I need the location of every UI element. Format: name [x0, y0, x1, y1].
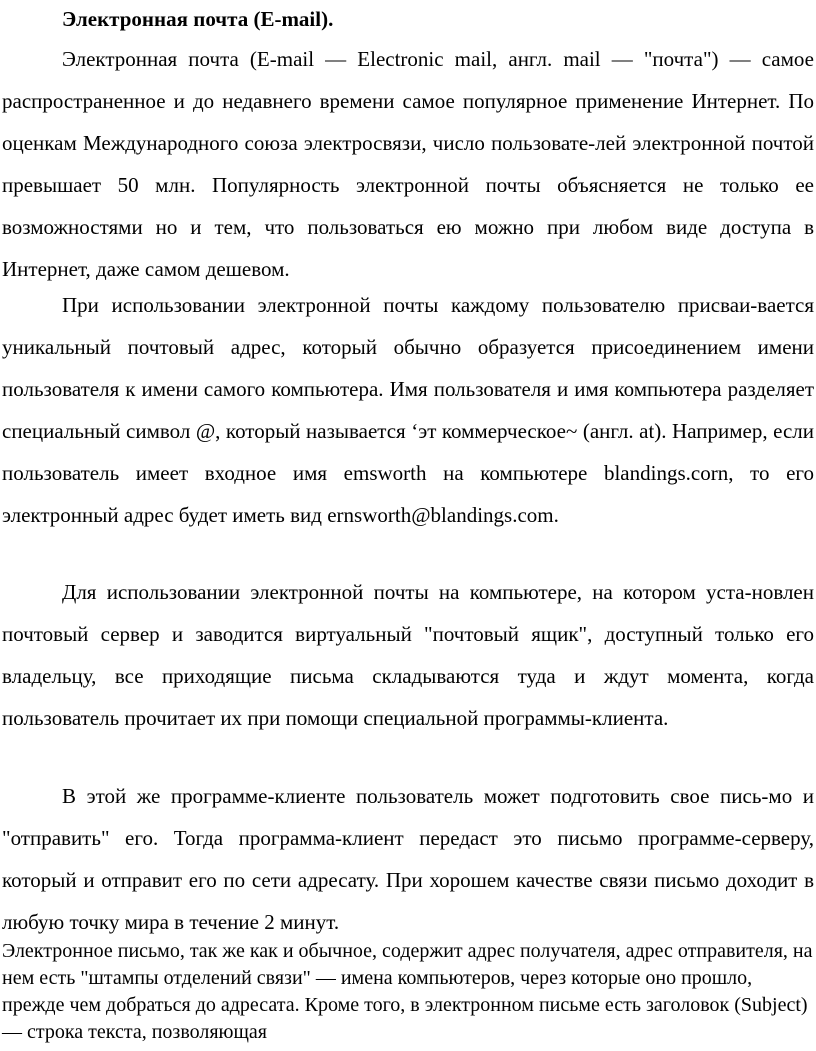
paragraph-email-address: При использовании электронной почты каждому пользователю присваи-вается уникальный почтовый адрес, который обычно образуется присоединением имени пользователя к имени самого компьютера. Имя пользователя и имя компьютера разделяет специальный символ @, который называется ‘эт коммерческое~ (англ. at). Например, если пользователь имеет входное имя emsworth на компьютере blandings.corn, то его электронный адрес будет иметь вид ernsworth@blandings.com. [2, 293, 814, 527]
document-heading: Электронная почта (E-mail). [62, 7, 334, 31]
paragraph-email-intro: Электронная почта (E-mail — Electronic mail, англ. mail — "почта") — самое распространенное и до недавнего времени самое популярное применение Интернет. По оценкам Международного союза электросвязи, число пользовате-лей электронной почтой превышает 50 млн. Популярность электронной почты объясняется не только ее возможностями но и тем, что пользоваться ею можно при любом виде доступа в Интернет, даже самом дешевом. [2, 47, 814, 281]
paragraph-mailbox: Для использовании электронной почты на компьютере, на котором уста-новлен почтовый сервер и заводится виртуальный "почтовый ящик", доступный только его владельцу, все приходящие письма складываются туда и ждут момента, когда пользователь прочитает их при помощи специальной программы-клиента. [2, 580, 814, 730]
paragraph-sending: В этой же программе-клиенте пользователь может подготовить свое пись-мо и "отправить" его. Тогда программа-клиент передаст это письмо программе-серверу, который и отправит его по сети адресату. При хорошем качестве связи письмо доходит в любую точку мира в течение 2 минут. [2, 784, 814, 934]
paragraph-letter-structure: Электронное письмо, так же как и обычное, содержит адрес получателя, адрес отправителя, на нем есть "штампы отделений связи" — имена компьютеров, через которые оно прошло, прежде чем добраться до адресата. Кроме того, в электронном письме есть заголовок (Subject) — строка текста, позволяющая [2, 940, 813, 1043]
